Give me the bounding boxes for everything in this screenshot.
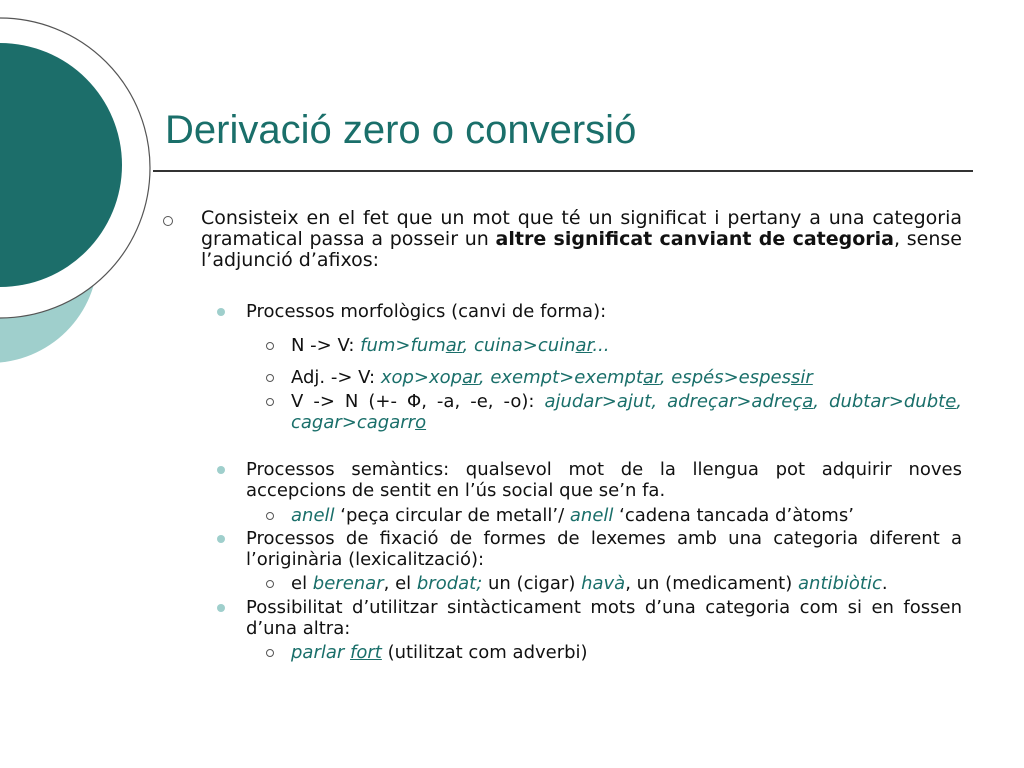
filled-bullet-icon xyxy=(217,535,225,543)
intro-text-end: , sense l’adjunció d’afixos: xyxy=(201,228,962,271)
nv-ex2-suffix: ar xyxy=(575,335,593,356)
lex-p3: un (cigar) xyxy=(482,573,582,594)
vn-prefix: V -> N (+- Φ, -a, -e, -o): xyxy=(291,391,545,412)
nv-ex2: cuina>cuin xyxy=(474,335,576,356)
hollow-bullet-icon xyxy=(266,342,274,350)
synt-w1: parlar xyxy=(291,642,345,663)
vn-ex2-suffix: a xyxy=(802,391,814,412)
nv-prefix: N -> V: xyxy=(291,335,361,356)
filled-bullet-icon xyxy=(217,604,225,612)
hollow-bullet-icon xyxy=(163,216,173,226)
synt-example-line xyxy=(291,642,971,663)
vn-ex4-suffix: o xyxy=(415,412,427,433)
sem-ex-def2: ‘cadena tancada d’àtoms’ xyxy=(613,505,854,526)
lex-example-line xyxy=(291,573,971,594)
lex-p5: . xyxy=(881,573,888,594)
sem-ex-word2: anell xyxy=(569,505,614,526)
intro-bold-text: altre significat canviant de categoria xyxy=(495,228,894,250)
hollow-bullet-icon xyxy=(266,580,274,588)
filled-bullet-icon xyxy=(217,308,225,316)
vn-ex3-suffix: e xyxy=(945,391,957,412)
vn-ex1: ajudar>ajut xyxy=(544,391,652,412)
vn-ex4: cagar>cagarr xyxy=(291,412,416,433)
hollow-bullet-icon xyxy=(266,374,274,382)
lex-w2: brodat; xyxy=(416,573,483,594)
adjv-ex3: espés>espes xyxy=(671,367,792,388)
intro-text: Consisteix en el fet que un mot que té un significat i pertany a una categoria gramatical passa a posseir un xyxy=(201,207,962,250)
lex-w4: antibiòtic xyxy=(798,573,882,594)
nv-sep: , xyxy=(462,335,474,356)
adjv-ex1-suffix: ar xyxy=(462,367,479,388)
sem-ex-def1: ‘peça circular de metall’/ xyxy=(334,505,570,526)
synt-w2: fort xyxy=(350,642,382,663)
synt-heading: Possibilitat d’utilitzar sintàcticament mots d’una categoria com si en fossen d’una altra: xyxy=(246,597,962,639)
lex-p1: el xyxy=(291,573,313,594)
vn-ex3: dubtar>dubt xyxy=(829,391,946,412)
lex-heading: Processos de fixació de formes de lexemes amb una categoria diferent a l’originària (lexicalització): xyxy=(246,528,962,570)
lex-w3: havà xyxy=(581,573,626,594)
hollow-bullet-icon xyxy=(266,398,274,406)
adjv-prefix: Adj. -> V: xyxy=(291,367,381,388)
hollow-bullet-icon xyxy=(266,649,274,657)
slide-title: Derivació zero o conversió xyxy=(165,108,637,152)
adjv-ex2: exempt>exempt xyxy=(490,367,644,388)
nv-ex1-suffix: ar xyxy=(445,335,463,356)
synt-rest: (utilitzat com adverbi) xyxy=(381,642,588,663)
hollow-bullet-icon xyxy=(266,512,274,520)
sem-example-line xyxy=(291,505,971,526)
morph-adjv-line: Adj. -> V: xop>xopar, exempt>exemptar, espés>espessir xyxy=(291,367,813,388)
morph-vn-line: V -> N (+- Φ, -a, -e, -o): ajudar>ajut, adreçar>adreça, dubtar>dubte, cagar>cagarro xyxy=(291,391,962,433)
sem-heading: Processos semàntics: qualsevol mot de la llengua pot adquirir noves accepcions de sentit en l’ús social que se’n fa. xyxy=(246,459,962,501)
morph-heading: Processos morfològics (canvi de forma): xyxy=(246,301,607,322)
adjv-ex1: xop>xop xyxy=(380,367,463,388)
morph-nv-line xyxy=(291,335,971,356)
vn-ex2: adreçar>adreç xyxy=(667,391,803,412)
filled-bullet-icon xyxy=(217,466,225,474)
adjv-ex3-suffix: sir xyxy=(791,367,813,388)
lex-p2: , el xyxy=(383,573,417,594)
nv-ellipsis: ... xyxy=(592,335,610,356)
lex-p4: , un (medicament) xyxy=(625,573,798,594)
sem-ex-word1: anell xyxy=(291,505,335,526)
nv-ex1: fum>fum xyxy=(360,335,446,356)
lex-w1: berenar xyxy=(312,573,384,594)
adjv-ex2-suffix: ar xyxy=(643,367,660,388)
intro-paragraph xyxy=(201,208,962,271)
